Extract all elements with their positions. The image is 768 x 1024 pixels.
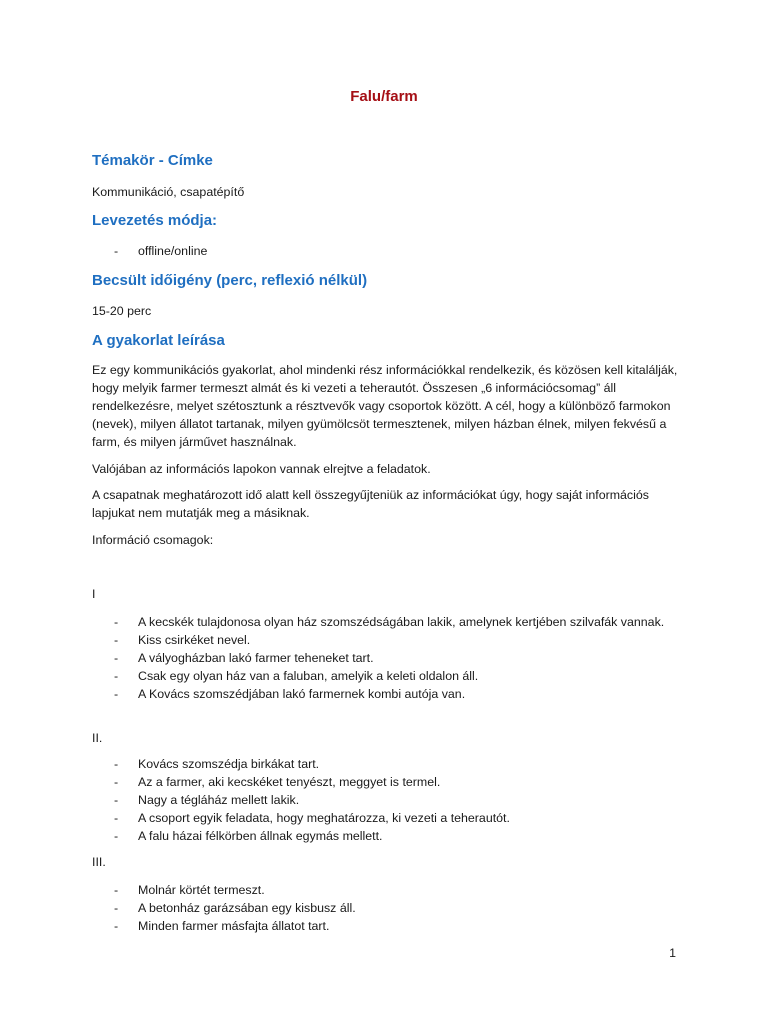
bullet-dash: - <box>114 829 119 843</box>
packages-intro: Információ csomagok: <box>92 533 214 547</box>
list-item: - A kecskék tulajdonosa olyan ház szomszédságában lakik, amelynek kertjében szilvafák vannak. <box>114 615 665 629</box>
bullet-dash: - <box>114 775 119 789</box>
time-heading: Becsült időigény (perc, reflexió nélkül) <box>92 272 368 289</box>
package-label: I <box>92 587 96 601</box>
package-list <box>92 755 682 845</box>
package-list <box>92 881 682 935</box>
bullet-dash: - <box>114 919 119 933</box>
description-paragraph: Ez egy kommunikációs gyakorlat, ahol mindenki rész információkkal rendelkezik, és közösen kell kitalálják, hogy melyik farmer termeszt almát és ki vezeti a teherautót. Összesen „6 információcsomag” áll rendelkezésre, melyet szétosztunk a résztvevők vagy csoportok között. A cél, hogy a különböző farmokon (nevek), milyen állatot tartanak, milyen gyümölcsöt termesztenek, milyen házban élnek, milyen fekvésű a farm, és milyen járművet használnak. <box>92 363 678 449</box>
list-item: - A betonház garázsában egy kisbusz áll. <box>114 901 356 915</box>
list-item: - offline/online <box>114 244 208 258</box>
description-paragraph: A csapatnak meghatározott idő alatt kell összegyűjteniük az információkat úgy, hogy saját információs lapjukat nem mutatják meg a másiknak. <box>92 488 649 520</box>
list-item: - Nagy a tégláház mellett lakik. <box>114 793 300 807</box>
list-item: - A falu házai félkörben állnak egymás mellett. <box>114 829 383 843</box>
description-paragraph: Valójában az információs lapokon vannak elrejtve a feladatok. <box>92 462 431 476</box>
bullet-dash: - <box>114 669 119 683</box>
bullet-dash: - <box>114 244 119 258</box>
time-text: 15-20 perc <box>92 304 152 318</box>
bullet-dash: - <box>114 811 119 825</box>
bullet-dash: - <box>114 687 119 701</box>
list-item: - Az a farmer, aki kecskéket tenyészt, meggyet is termel. <box>114 775 441 789</box>
bullet-dash: - <box>114 633 119 647</box>
bullet-dash: - <box>114 615 119 629</box>
bullet-dash: - <box>114 793 119 807</box>
bullet-dash: - <box>114 883 119 897</box>
topic-heading: Témakör - Címke <box>92 152 213 169</box>
list-item: - Csak egy olyan ház van a faluban, amelyik a keleti oldalon áll. <box>114 669 479 683</box>
list-item: - A vályogházban lakó farmer teheneket tart. <box>114 651 374 665</box>
list-item: - Minden farmer másfajta állatot tart. <box>114 919 330 933</box>
list-item: - A Kovács szomszédjában lakó farmernek kombi autója van. <box>114 687 466 701</box>
list-item: - Kovács szomszédja birkákat tart. <box>114 757 320 771</box>
description-heading: A gyakorlat leírása <box>92 332 225 349</box>
list-item: - A csoport egyik feladata, hogy meghatározza, ki vezeti a teherautót. <box>114 811 510 825</box>
page-number: 1 <box>669 946 676 960</box>
package-label: II. <box>92 731 103 745</box>
package-list <box>92 613 682 703</box>
bullet-dash: - <box>114 901 119 915</box>
mode-list <box>92 242 682 260</box>
topic-text: Kommunikáció, csapatépítő <box>92 185 245 199</box>
document-title: Falu/farm <box>350 88 418 105</box>
bullet-dash: - <box>114 651 119 665</box>
mode-heading: Levezetés módja: <box>92 212 218 229</box>
package-label: III. <box>92 855 106 869</box>
bullet-dash: - <box>114 757 119 771</box>
list-item: - Molnár körtét termeszt. <box>114 883 265 897</box>
list-item: - Kiss csirkéket nevel. <box>114 633 251 647</box>
